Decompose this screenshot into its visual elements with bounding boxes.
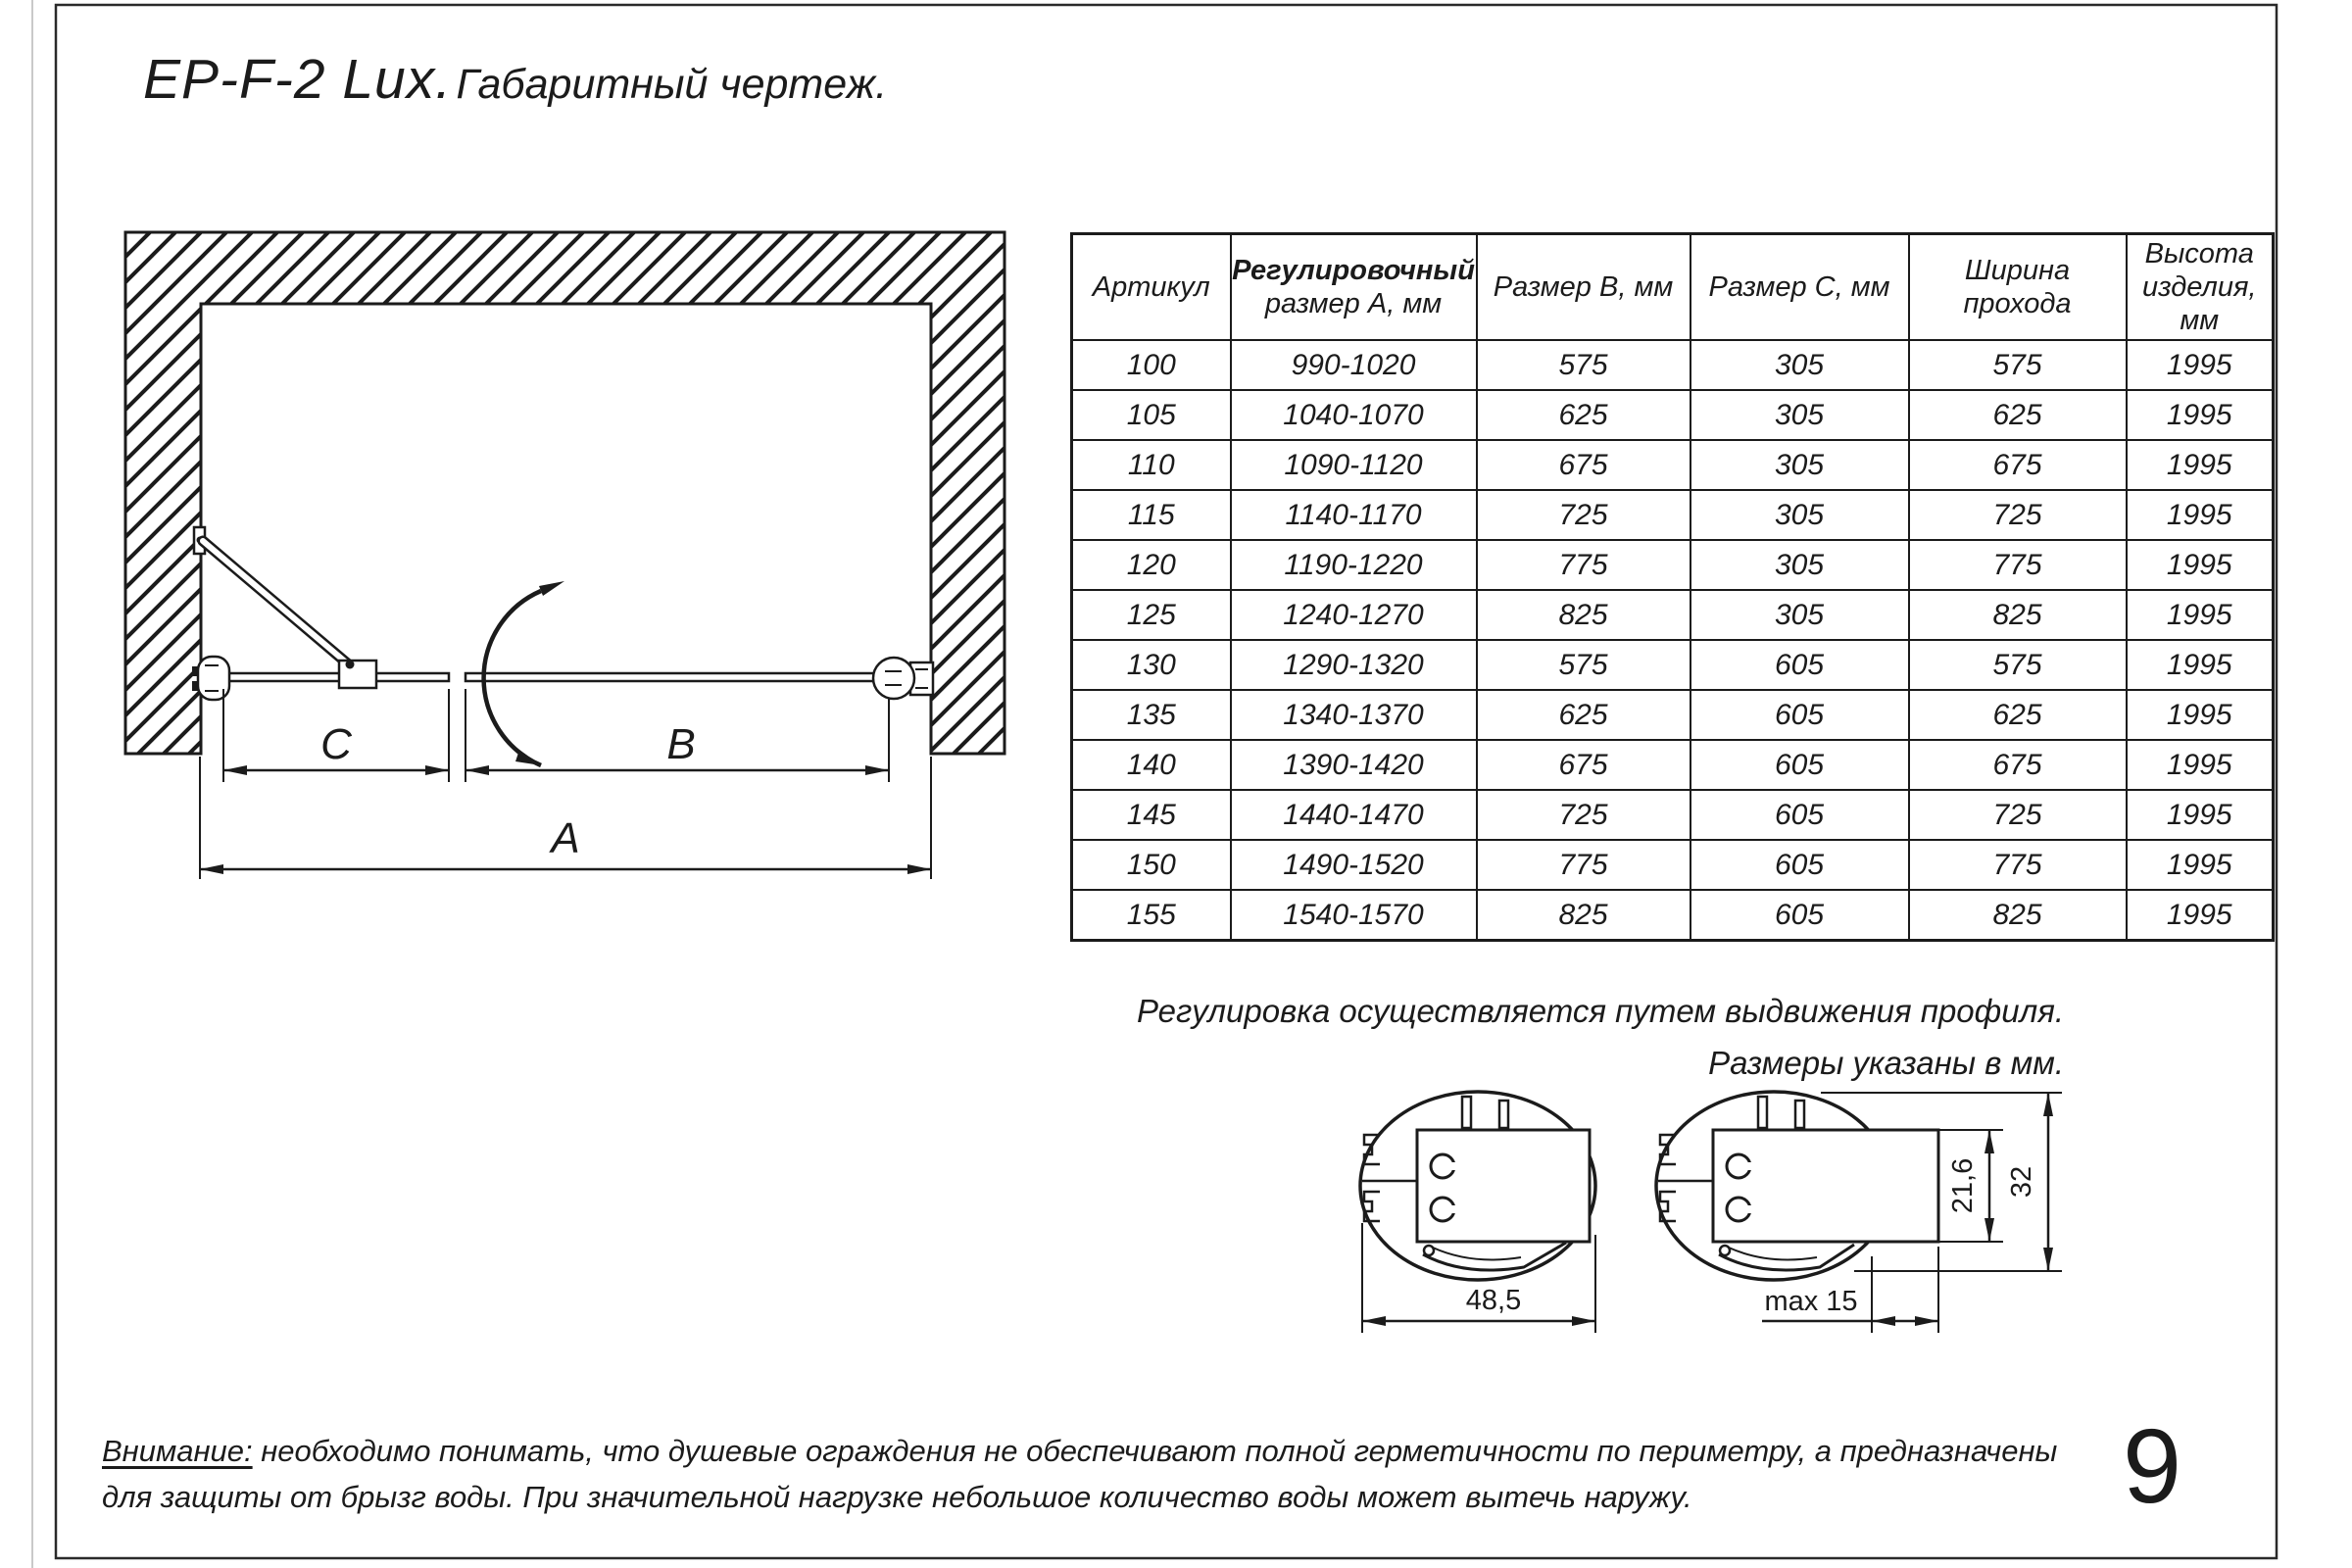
size-table: [1070, 232, 2275, 942]
warning-line-2: для защиты от брызг воды. При значительной нагрузке небольшое количество воды может вытечь наружу.: [102, 1479, 1692, 1514]
table-cell: 575: [1909, 640, 2127, 690]
table-cell: 605: [1690, 690, 1909, 740]
table-cell: 625: [1909, 390, 2127, 440]
dim-label-32: 32: [2006, 1165, 2037, 1199]
profile-section-compact: [1360, 1092, 1595, 1333]
table-cell: 1995: [2127, 590, 2274, 640]
table-cell: 1340-1370: [1231, 690, 1477, 740]
dim-label-b: B: [666, 720, 696, 768]
dim-label-48-5: 48,5: [1465, 1285, 1522, 1316]
model-name: EP-F-2 Lux.: [143, 48, 453, 111]
dim-label-max-15: max 15: [1764, 1286, 1858, 1317]
table-cell: 825: [1909, 890, 2127, 941]
table-cell: 1440-1470: [1231, 790, 1477, 840]
dim-label-a: A: [551, 814, 580, 862]
table-cell: 305: [1690, 390, 1909, 440]
arc-arrowhead-bottom: [515, 750, 541, 765]
table-cell: 115: [1072, 490, 1231, 540]
support-bar: [194, 527, 351, 666]
table-cell: 675: [1477, 740, 1690, 790]
table-cell: 575: [1477, 640, 1690, 690]
size-table-body: [1072, 340, 2274, 941]
table-cell: 305: [1690, 490, 1909, 540]
table-cell: 825: [1477, 590, 1690, 640]
table-cell: 775: [1477, 840, 1690, 890]
dimension-b: [466, 720, 889, 775]
table-cell: 1995: [2127, 640, 2274, 690]
table-cell: 675: [1909, 740, 2127, 790]
table-cell: 120: [1072, 540, 1231, 590]
table-cell: 1090-1120: [1231, 440, 1477, 490]
table-cell: 605: [1690, 640, 1909, 690]
table-cell: 305: [1690, 590, 1909, 640]
adjustment-note: [1137, 986, 2064, 1090]
note-line-1: Регулировка осуществляется путем выдвижения профиля.: [1136, 993, 2064, 1029]
table-cell: 305: [1690, 540, 1909, 590]
table-cell: 725: [1909, 490, 2127, 540]
table-cell: 1240-1270: [1231, 590, 1477, 640]
table-cell: 150: [1072, 840, 1231, 890]
table-cell: 625: [1477, 690, 1690, 740]
table-cell: 825: [1477, 890, 1690, 941]
door-glass: [466, 673, 881, 681]
dimension-a: [200, 814, 931, 874]
note-line-2: Размеры указаны в мм.: [1708, 1044, 2064, 1081]
dimension-inner-height: [1947, 1130, 1994, 1242]
table-row: [1072, 540, 2274, 590]
table-cell: 1995: [2127, 540, 2274, 590]
drawing-type: Габаритный чертеж.: [456, 61, 888, 108]
table-cell: 1995: [2127, 440, 2274, 490]
table-cell: 155: [1072, 890, 1231, 941]
table-row: [1072, 740, 2274, 790]
table-cell: 305: [1690, 440, 1909, 490]
table-cell: 625: [1909, 690, 2127, 740]
table-cell: 1040-1070: [1231, 390, 1477, 440]
dimension-total-height: [2006, 1093, 2053, 1271]
warning-label: Внимание:: [102, 1434, 253, 1468]
table-cell: 575: [1909, 340, 2127, 390]
profile-section-extended: [1656, 1092, 2062, 1333]
table-cell: 1190-1220: [1231, 540, 1477, 590]
table-cell: 625: [1477, 390, 1690, 440]
table-cell: 135: [1072, 690, 1231, 740]
table-cell: 1290-1320: [1231, 640, 1477, 690]
support-bar-pivot: [346, 661, 355, 669]
table-row: [1072, 890, 2274, 941]
table-cell: 110: [1072, 440, 1231, 490]
table-cell: 1995: [2127, 790, 2274, 840]
table-cell: 105: [1072, 390, 1231, 440]
dimension-max-extension: [1762, 1286, 1938, 1326]
table-cell: 775: [1477, 540, 1690, 590]
table-cell: 100: [1072, 340, 1231, 390]
table-cell: 1490-1520: [1231, 840, 1477, 890]
table-row: [1072, 440, 2274, 490]
column-header: Артикул: [1072, 234, 1231, 341]
arc-arrowhead-top: [539, 581, 564, 596]
warning-note: [102, 1429, 2057, 1520]
size-table-header-row: [1072, 234, 2274, 341]
table-cell: 1995: [2127, 490, 2274, 540]
table-cell: 125: [1072, 590, 1231, 640]
wall-profile-right: [873, 658, 933, 699]
table-cell: 575: [1477, 340, 1690, 390]
dim-label-c: C: [320, 720, 352, 768]
telescopic-insert: [1713, 1130, 1938, 1242]
table-cell: 605: [1690, 840, 1909, 890]
table-cell: 605: [1690, 790, 1909, 840]
table-cell: 145: [1072, 790, 1231, 840]
table-cell: 130: [1072, 640, 1231, 690]
table-cell: 1540-1570: [1231, 890, 1477, 941]
table-row: [1072, 340, 2274, 390]
table-cell: 1995: [2127, 740, 2274, 790]
table-cell: 990-1020: [1231, 340, 1477, 390]
fixed-panel-glass: [225, 673, 449, 681]
table-cell: 725: [1477, 790, 1690, 840]
table-row: [1072, 840, 2274, 890]
column-header: Ширина прохода: [1909, 234, 2127, 341]
page-title: [143, 47, 887, 112]
table-cell: 1390-1420: [1231, 740, 1477, 790]
table-row: [1072, 490, 2274, 540]
table-cell: 725: [1477, 490, 1690, 540]
table-cell: 305: [1690, 340, 1909, 390]
table-cell: 675: [1909, 440, 2127, 490]
table-cell: 605: [1690, 890, 1909, 941]
table-cell: 675: [1477, 440, 1690, 490]
warning-line-1: Внимание: необходимо понимать, что душевые ограждения не обеспечивают полной герметичности по периметру, а предназначены: [102, 1434, 2058, 1468]
table-cell: 605: [1690, 740, 1909, 790]
dim-label-21-6: 21,6: [1947, 1157, 1979, 1214]
table-row: [1072, 790, 2274, 840]
table-cell: 1995: [2127, 840, 2274, 890]
column-header: Размер С, мм: [1690, 234, 1909, 341]
table-cell: 775: [1909, 540, 2127, 590]
table-cell: 1995: [2127, 390, 2274, 440]
table-cell: 825: [1909, 590, 2127, 640]
table-row: [1072, 690, 2274, 740]
column-header: Регулировочный размер А, мм: [1231, 234, 1477, 341]
table-row: [1072, 590, 2274, 640]
table-cell: 725: [1909, 790, 2127, 840]
column-header: Высота изделия, мм: [2127, 234, 2274, 341]
column-header: Размер В, мм: [1477, 234, 1690, 341]
table-row: [1072, 390, 2274, 440]
table-cell: 1995: [2127, 890, 2274, 941]
table-cell: 1995: [2127, 340, 2274, 390]
plan-view: [125, 232, 1004, 879]
support-bar-connector-block: [339, 661, 376, 688]
table-cell: 775: [1909, 840, 2127, 890]
table-cell: 1995: [2127, 690, 2274, 740]
table-cell: 1140-1170: [1231, 490, 1477, 540]
dimension-c: [223, 720, 449, 775]
table-row: [1072, 640, 2274, 690]
table-cell: 140: [1072, 740, 1231, 790]
page-number: 9: [2123, 1406, 2182, 1525]
